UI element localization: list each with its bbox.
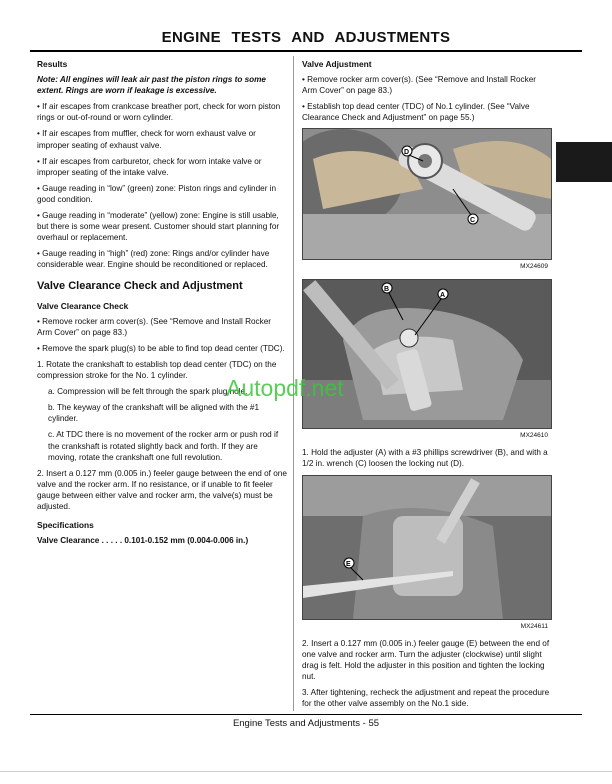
- results-note: Note: All engines will leak air past the piston rings to some extent. Rings are worn if leakage is excessive.: [37, 75, 266, 96]
- photo-wrench-illustration: [303, 129, 551, 259]
- left-column: [37, 57, 287, 551]
- photo-id-mx24609: MX24609: [520, 263, 548, 271]
- adjust-bullet: • Establish top dead center (TDC) of No.1 cylinder. (See “Valve Clearance Check and Adjustment” on page 55.): [302, 102, 530, 123]
- spec-heading: Specifications: [37, 520, 94, 531]
- check-substep-c: c. At TDC there is no movement of the rocker arm or push rod if the crankshaft is rotated slightly back and forth. If they are moving, rotate the crankshaft one full revolution.: [48, 430, 279, 462]
- photo-id-mx24610: MX24610: [520, 431, 548, 439]
- photo-wrench-locknut: [302, 128, 552, 260]
- header-rule: [30, 50, 582, 52]
- callout-label-d: D: [404, 149, 410, 157]
- results-item: • If air escapes from crankcase breather port, check for worn piston rings or out-of-round or worn cylinder.: [37, 102, 281, 123]
- check-substep-a: a. Compression will be felt through the spark plug hole.: [48, 387, 248, 397]
- check-bullet: • Remove the spark plug(s) to be able to find top dead center (TDC).: [37, 343, 285, 353]
- footer-rule: [30, 714, 582, 715]
- callout-label-b: B: [384, 285, 390, 293]
- results-heading: Results: [37, 59, 68, 69]
- adjust-heading: Valve Adjustment: [302, 59, 372, 69]
- section-title: Valve Clearance Check and Adjustment: [37, 279, 243, 292]
- adjust-step-3: 3. After tightening, recheck the adjustment and repeat the procedure for the other valve assembly on the No.1 side.: [302, 688, 550, 709]
- results-item: • If air escapes from muffler, check for worn exhaust valve or improper seating of exhaust valve.: [37, 129, 256, 150]
- results-item: • If air escapes from carburetor, check for worn intake valve or improper seating of the intake valve.: [37, 156, 262, 177]
- results-item: • Gauge reading in “high” (red) zone: Rings and/or cylinder have considerable wear. Engine should be reconditioned or replaced.: [37, 249, 270, 270]
- callout-label-c: C: [470, 217, 476, 225]
- adjust-bullet: • Remove rocker arm cover(s). (See “Remove and Install Rocker Arm Cover” on page 83.): [302, 75, 537, 96]
- watermark-text: Autopdf.net: [226, 375, 344, 401]
- page-footer: Engine Tests and Adjustments - 55: [232, 718, 380, 729]
- photo-screwdriver-illustration: [303, 280, 551, 428]
- page-bottom-edge: [0, 771, 612, 772]
- page-header-title: ENGINE TESTS AND ADJUSTMENTS: [161, 29, 451, 46]
- section-tab-marker: [556, 142, 612, 182]
- photo-feeler-gauge-illustration: [303, 476, 551, 619]
- photo-screwdriver-adjuster: [302, 279, 552, 429]
- photo-feeler-gauge: [302, 475, 552, 620]
- check-step-1: 1. Rotate the crankshaft to establish top dead center (TDC) on the compression stroke for the No. 1 cylinder.: [37, 359, 277, 381]
- adjust-step-1: 1. Hold the adjuster (A) with a #3 phillips screwdriver (B), and with a 1/2 in. wrench (C) loosen the locking nut (D).: [302, 447, 548, 468]
- check-substep-b: b. The keyway of the crankshaft will be aligned with the #1 cylinder.: [48, 403, 260, 424]
- valve-clearance-spec: Valve Clearance . . . . . 0.101-0.152 mm (0.004-0.006 in.): [37, 536, 249, 546]
- check-step-2: 2. Insert a 0.127 mm (0.005 in.) feeler gauge between the end of one valve and the rocker arm. If no resistance, or if unable to fit feeler gauge between either valve and rocker arm, the valve(s) must be adjusted.: [37, 468, 287, 511]
- results-item: • Gauge reading in “moderate” (yellow) zone: Engine is still usable, but there is some wear present. Customer should start planning for overhaul or replacement.: [37, 211, 280, 243]
- results-item: • Gauge reading in “low” (green) zone: Piston rings and cylinder in good condition.: [37, 183, 277, 204]
- adjust-step-2: 2. Insert a 0.127 mm (0.005 in.) feeler gauge (E) between the end of one valve and rocker arm. Turn the adjuster (clockwise) until slight drag is felt. Hold the adjuster in this position and tighten the locking nut.: [302, 638, 550, 682]
- check-bullet: • Remove rocker arm cover(s). (See “Remove and Install Rocker Arm Cover” on page 83.): [37, 316, 272, 337]
- callout-label-a: A: [440, 291, 446, 299]
- photo-id-mx24611: MX24611: [520, 622, 548, 630]
- check-heading: Valve Clearance Check: [37, 300, 129, 311]
- callout-label-e: E: [346, 560, 351, 568]
